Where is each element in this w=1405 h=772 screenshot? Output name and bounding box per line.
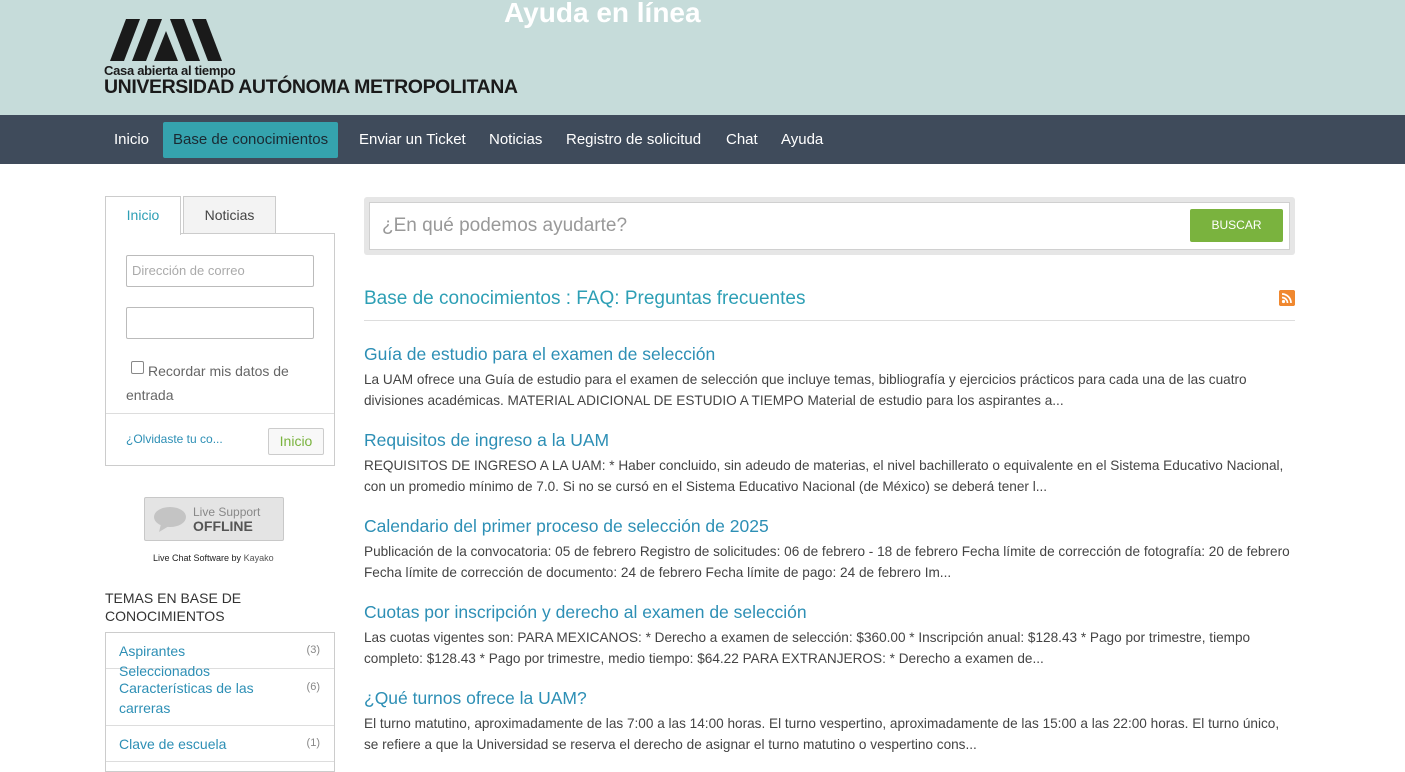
nav-item-registro-solicitud[interactable]: Registro de solicitud [566,131,702,148]
password-field[interactable] [126,307,314,339]
kb-article [364,601,1295,669]
search-container [364,197,1295,255]
topic-item[interactable] [106,633,334,679]
help-title: Ayuda en línea [504,0,701,28]
kayako-link[interactable]: Kayako [243,553,274,563]
login-box [105,233,335,466]
remember-label: Recordar mis datos de entrada [126,363,289,403]
article-title-link[interactable]: Guía de estudio para el examen de selección [364,344,716,364]
topic-label[interactable]: Aspirantes Seleccionados [119,643,211,679]
live-chat-caption-text: Live Chat Software by [153,553,242,563]
uam-logo[interactable] [104,16,518,100]
nav-item-inicio[interactable]: Inicio [114,131,150,148]
topic-item[interactable] [106,726,334,762]
login-button[interactable]: Inicio [268,428,324,455]
nav-item-base-de-conocimientos[interactable]: Base de conocimientos [163,122,338,158]
topic-label[interactable]: Clave de escuela [119,736,227,752]
article-snippet: El turno matutino, aproximadamente de las 7:00 a las 14:00 horas. El turno vespertino, aproximadamente de las 15:00 a las 22:00 horas. El turno único, se refiere a que la Universidad se reserva el derecho de asignar el turno matutino o vespertino cons... [364,716,1280,752]
kb-article [364,687,1295,755]
uam-logo-icon [110,17,222,63]
article-snippet: Publicación de la convocatoria: 05 de febrero Registro de solicitudes: 06 de febrero - 18 de febrero Fecha límite de corrección de fotografía: 20 de febrero Fecha límite de corrección de documento: 24 de febrero Fecha límite de pago: 24 de febrero Im... [364,544,1290,580]
live-support-status: OFFLINE [193,518,253,534]
tab-inicio[interactable]: Inicio [105,196,181,235]
divider [364,320,1295,321]
kb-heading: Base de conocimientos : FAQ: Preguntas frecuentes [364,288,806,309]
topic-label[interactable]: Características de las carreras [119,680,254,716]
chat-bubble-icon [153,506,187,532]
article-snippet: REQUISITOS DE INGRESO A LA UAM: * Haber concluido, sin adeudo de materias, el nivel bachillerato o equivalente en el Sistema Educativo Nacional, con un promedio mínimo de 7.0. Si no se cursó en el Sistema Educativo Nacional (de México) se deberá tener l... [364,458,1284,494]
nav-item-ayuda[interactable]: Ayuda [781,131,824,148]
topics-list [105,632,335,772]
nav-item-enviar-ticket[interactable]: Enviar un Ticket [359,131,466,148]
nav-item-chat[interactable]: Chat [726,131,758,148]
main-nav [0,115,1405,164]
divider [106,413,334,414]
topic-count: (3) [306,644,320,656]
tab-noticias[interactable]: Noticias [183,196,276,234]
nav-item-noticias[interactable]: Noticias [489,131,543,148]
live-support-label: Live Support [193,505,261,519]
search-input[interactable]: ¿En qué podemos ayudarte? [369,202,1290,250]
article-title-link[interactable]: ¿Qué turnos ofrece la UAM? [364,688,587,708]
article-snippet: Las cuotas vigentes son: PARA MEXICANOS: * Derecho a examen de selección: $360.00 * Inscripción anual: $128.43 * Pago por trimestre, tiempo completo: $128.43 * Pago por trimestre, medio tiempo: $64.22 PARA EXTRANJEROS: * Derecho a examen de... [364,630,1251,666]
article-snippet: La UAM ofrece una Guía de estudio para el examen de selección que incluye temas, bibliografía y ejercicios prácticos para cada una de las cuatro divisiones académicas. MATERIAL ADICIONAL DE ESTUDIO A TIEMPO Material de estudio para los aspirantes a... [364,372,1247,408]
live-support-badge[interactable] [144,497,284,541]
search-button[interactable]: BUSCAR [1190,209,1283,242]
live-chat-caption [153,553,274,563]
logo-university-name: UNIVERSIDAD AUTÓNOMA METROPOLITANA [104,76,518,98]
site-header [0,0,1405,115]
topic-count: (6) [306,681,320,693]
logo-tagline: Casa abierta al tiempo [104,63,236,78]
email-field[interactable]: Dirección de correo [126,255,314,287]
forgot-password-link[interactable]: ¿Olvidaste tu co... [126,432,223,446]
article-title-link[interactable]: Requisitos de ingreso a la UAM [364,430,610,450]
topics-title: TEMAS EN BASE DE CONOCIMIENTOS [105,590,242,624]
article-title-link[interactable]: Cuotas por inscripción y derecho al examen de selección [364,602,807,622]
topic-item[interactable] [106,669,334,726]
rss-icon[interactable] [1279,290,1295,306]
article-title-link[interactable]: Calendario del primer proceso de selección de 2025 [364,516,769,536]
topic-count: (1) [306,737,320,749]
kb-article [364,429,1295,497]
kb-article [364,515,1295,583]
kb-article [364,343,1295,411]
